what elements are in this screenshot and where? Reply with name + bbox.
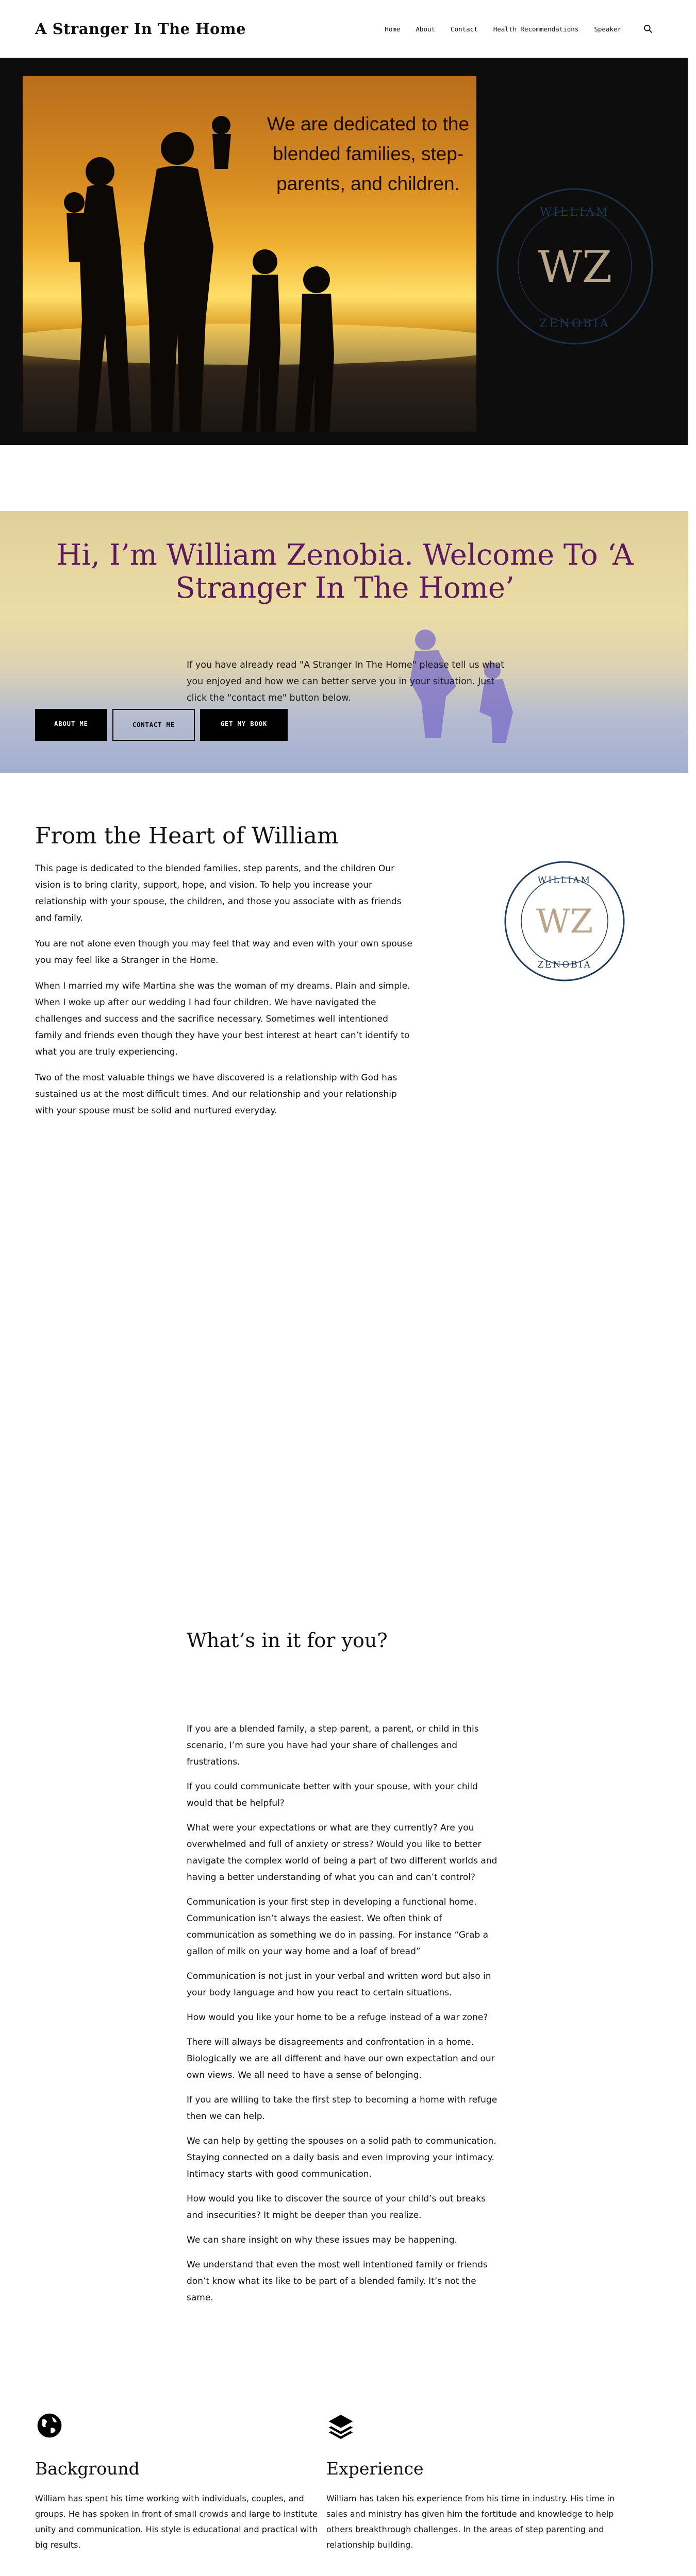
contact-me-button[interactable]: CONTACT ME: [112, 709, 195, 741]
whats-paragraph: If you are a blended family, a step parent, a parent, or child in this scenario, I’m sure you have had your share of challenges and frustrations.: [187, 1724, 479, 1767]
logo-top-text: WILLIAM: [537, 875, 592, 886]
hero-tagline: We are dedicated to the blended families, step-parents, and children.: [267, 113, 470, 194]
whats-paragraph: We can share insight on why these issues may be happening.: [187, 2235, 457, 2245]
globe-icon: [35, 2411, 64, 2440]
feature-text: William has taken his experience from his time in industry. His time in sales and ministry has given him the fortitude and knowledge to help others breakthrough challenges. In the areas of step parenting and relationship building.: [326, 2494, 615, 2550]
site-title[interactable]: A Stranger In The Home: [35, 20, 246, 38]
logo-top-text: WILLIAM: [540, 206, 610, 219]
nav-home[interactable]: Home: [385, 25, 401, 33]
logo-monogram: WZ: [537, 242, 612, 292]
about-paragraph: You are not alone even though you may feel that way and even with your own spouse you may feel like a Stranger in the Home.: [35, 939, 412, 965]
logo-bottom-text: ZENOBIA: [537, 960, 592, 970]
william-zenobia-logo: [487, 179, 662, 354]
william-zenobia-logo-small: [498, 854, 632, 988]
whats-paragraph: There will always be disagreements and confrontation in a home. Biologically we are all different and have our own expectation and our own views. We all need to have a sense of belonging.: [187, 2037, 495, 2080]
main-nav: [385, 24, 653, 34]
feature-background: [35, 2411, 324, 2553]
whats-paragraph: Communication is not just in your verbal and written word but also in your body language and how you react to certain situations.: [187, 1971, 491, 1998]
feature-title: Experience: [326, 2459, 424, 2479]
nav-speaker[interactable]: Speaker: [594, 25, 621, 33]
about-paragraph: This page is dedicated to the blended families, step parents, and the children Our vision is to bring clarity, support, hope, and vision. To help you increase your relationship with your spouse, the children, and those you associate with as friends and family.: [35, 863, 402, 923]
hero-section: [0, 58, 688, 445]
logo-monogram: WZ: [536, 903, 593, 941]
whats-paragraph: Communication is your first step in developing a functional home. Communication isn’t always the easiest. We often think of communication as something we do in passing. For instance “Grab a gallon of milk on your way home and a loaf of bread”: [187, 1897, 489, 1957]
whats-paragraph: How would you like your home to be a refuge instead of a war zone?: [187, 2012, 488, 2023]
welcome-buttons: [35, 709, 288, 741]
welcome-text: If you have already read "A Stranger In The Home" please tell us what you enjoyed and how we can better serve you in your situation. Just click the "contact me" button below.: [187, 660, 504, 703]
site-header: [0, 0, 688, 58]
about-heading: From the Heart of William: [35, 823, 339, 849]
whats-paragraph: We can help by getting the spouses on a solid path to communication. Staying connected on a daily basis and even improving your intimacy. Intimacy starts with good communication.: [187, 2136, 496, 2179]
whats-paragraph: If you are willing to take the first step to becoming a home with refuge then we can help.: [187, 2095, 498, 2122]
logo-bottom-text: ZENOBIA: [539, 317, 610, 330]
whats-paragraph: How would you like to discover the source of your child’s out breaks and insecurities? It might be deeper than you realize.: [187, 2194, 486, 2221]
about-me-button[interactable]: ABOUT ME: [35, 709, 107, 741]
about-paragraph: When I married my wife Martina she was the woman of my dreams. Plain and simple. When I woke up after our wedding I had four children. We have navigated the challenges and success and the sacrifice necessary. Sometimes well intentioned family and friends even though they have your best interest at heart can’t identify to what you are truly experiencing.: [35, 981, 410, 1057]
about-paragraph: Two of the most valuable things we have discovered is a relationship with God has sustained us at the most difficult times. And our relationship and your relationship with your spouse must be solid and nurtured everyday.: [35, 1073, 397, 1116]
feature-experience: [326, 2411, 615, 2553]
welcome-heading: Hi, I’m William Zenobia. Welcome To ‘A Stranger In The Home’: [56, 538, 634, 605]
nav-health-recommendations[interactable]: Health Recommendations: [493, 25, 579, 33]
nav-about[interactable]: About: [416, 25, 436, 33]
about-section: [0, 773, 688, 1417]
hero-image: [23, 76, 476, 432]
whats-heading: What’s in it for you?: [187, 1629, 388, 1652]
layers-icon: [326, 2411, 355, 2440]
about-text: [35, 860, 417, 1128]
search-icon[interactable]: [643, 24, 653, 34]
nav-contact[interactable]: Contact: [451, 25, 478, 33]
feature-title: Background: [35, 2459, 140, 2479]
whats-text: [187, 1721, 501, 2314]
whats-paragraph: What were your expectations or what are they currently? Are you overwhelmed and full of anxiety or stress? Would you like to better navigate the complex world of being a part of two different worlds and having a better understanding of what you can and can’t control?: [187, 1823, 498, 1883]
whats-paragraph: We understand that even the most well intentioned family or friends don’t know what its like to be part of a blended family. It’s not the same.: [187, 2260, 488, 2303]
welcome-section: [0, 511, 688, 773]
whats-paragraph: If you could communicate better with your spouse, with your child would that be helpful?: [187, 1782, 478, 1808]
feature-text: William has spent his time working with individuals, couples, and groups. He has spoken in front of small crowds and large to institute unity and communication. His style is educational and practical with big results.: [35, 2494, 318, 2550]
get-my-book-button[interactable]: GET MY BOOK: [200, 709, 288, 741]
